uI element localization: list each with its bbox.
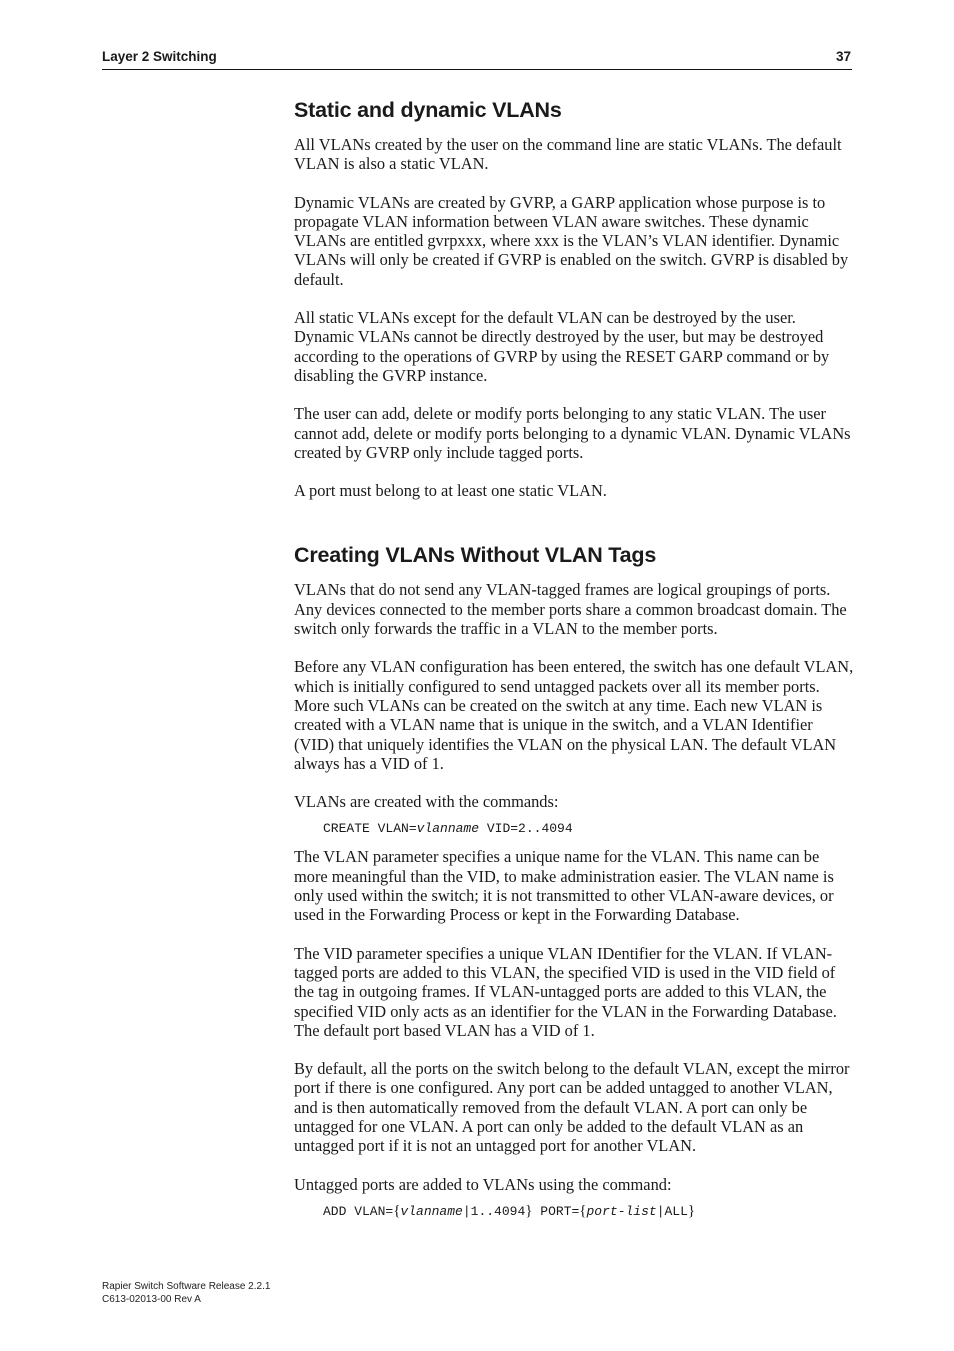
paragraph: Before any VLAN configuration has been entered, the switch has one default VLAN, which is initially configured to send untagged packets over all its member ports. More such VLANs can be created on the switch at any time. Each new VLAN is created with a VLAN name that is unique in the switch, and a VLAN Identifier (VID) that uniquely identifies the VLAN on the physical LAN. The default VLAN always has a VID of 1.	[294, 657, 854, 773]
command-create-vlan	[323, 819, 854, 838]
paragraph: A port must belong to at least one static VLAN.	[294, 481, 607, 501]
brace: }	[525, 1202, 533, 1219]
command-text: PORT=	[532, 1203, 580, 1219]
section-heading-creating-vlans: Creating VLANs Without VLAN Tags	[294, 543, 657, 568]
command-text: |1..4094	[462, 1203, 526, 1219]
command-text: ADD VLAN=	[323, 1203, 394, 1219]
command-text: VID=2..4094	[479, 821, 573, 837]
command-text: |ALL	[656, 1203, 688, 1219]
command-add-vlan-port	[323, 1202, 854, 1221]
running-header	[102, 48, 852, 70]
paragraph: The user can add, delete or modify ports belonging to any static VLAN. The user cannot add, delete or modify ports belonging to a dynamic VLAN. Dynamic VLANs created by GVRP only include tagged ports.	[294, 404, 851, 462]
paragraph: By default, all the ports on the switch belong to the default VLAN, except the mirror port if there is one configured. Any port can be added untagged to another VLAN, and is then automatically removed from the default VLAN. A port can only be untagged for one VLAN. A port can only be added to the default VLAN as an untagged port if it is not an untagged port for another VLAN.	[294, 1059, 850, 1156]
paragraph: The VID parameter specifies a unique VLAN IDentifier for the VLAN. If VLAN-tagged ports are added to this VLAN, the specified VID is used in the VID field of the tag in outgoing frames. If VLAN-untagged ports are added to this VLAN, the specified VID only acts as an identifier for the VLAN in the Forwarding Database. The default port based VLAN has a VID of 1.	[294, 943, 837, 1040]
paragraph: All static VLANs except for the default VLAN can be destroyed by the user. Dynamic VLANs cannot be directly destroyed by the user, but may be destroyed according to the operations of GVRP by using the RESET GARP command or by disabling the GVRP instance.	[294, 308, 830, 385]
paragraph: All VLANs created by the user on the command line are static VLANs. The default VLAN is also a static VLAN.	[294, 135, 842, 174]
command-parameter: port-list	[586, 1203, 657, 1219]
paragraph: Dynamic VLANs are created by GVRP, a GARP application whose purpose is to propagate VLAN information between VLAN aware switches. These dynamic VLANs are entitled gvrpxxx, where xxx is the VLAN’s VLAN identifier. Dynamic VLANs will only be created if GVRP is enabled on the switch. GVRP is disabled by default.	[294, 192, 849, 289]
command-text: CREATE VLAN=	[323, 821, 417, 837]
command-parameter: vlanname	[400, 1203, 463, 1219]
brace: }	[687, 1202, 696, 1219]
main-content	[294, 96, 854, 1230]
brace: {	[393, 1202, 401, 1219]
header-section-title: Layer 2 Switching	[102, 49, 217, 64]
paragraph: VLANs are created with the commands:	[294, 792, 559, 812]
section-heading-static-dynamic-vlans: Static and dynamic VLANs	[294, 98, 562, 122]
page-footer	[102, 1281, 270, 1306]
page-number: 37	[835, 49, 851, 64]
paragraph: The VLAN parameter specifies a unique name for the VLAN. This name can be more meaningful than the VID, to make administration easier. The VLAN name is only used within the switch; it is not transmitted to other VLAN-aware devices, or used in the Forwarding Process or kept in the Forwarding Database.	[294, 847, 834, 925]
brace: {	[579, 1202, 587, 1219]
footer-release: Rapier Switch Software Release 2.2.1	[102, 1281, 271, 1292]
paragraph: VLANs that do not send any VLAN-tagged frames are logical groupings of ports. Any devices connected to the member ports share a common broadcast domain. The switch only forwards the traffic in a VLAN to the member ports.	[294, 580, 847, 639]
command-parameter: vlanname	[416, 821, 480, 837]
footer-doc-number: C613-02013-00 Rev A	[102, 1293, 201, 1305]
paragraph: Untagged ports are added to VLANs using the command:	[294, 1174, 672, 1194]
